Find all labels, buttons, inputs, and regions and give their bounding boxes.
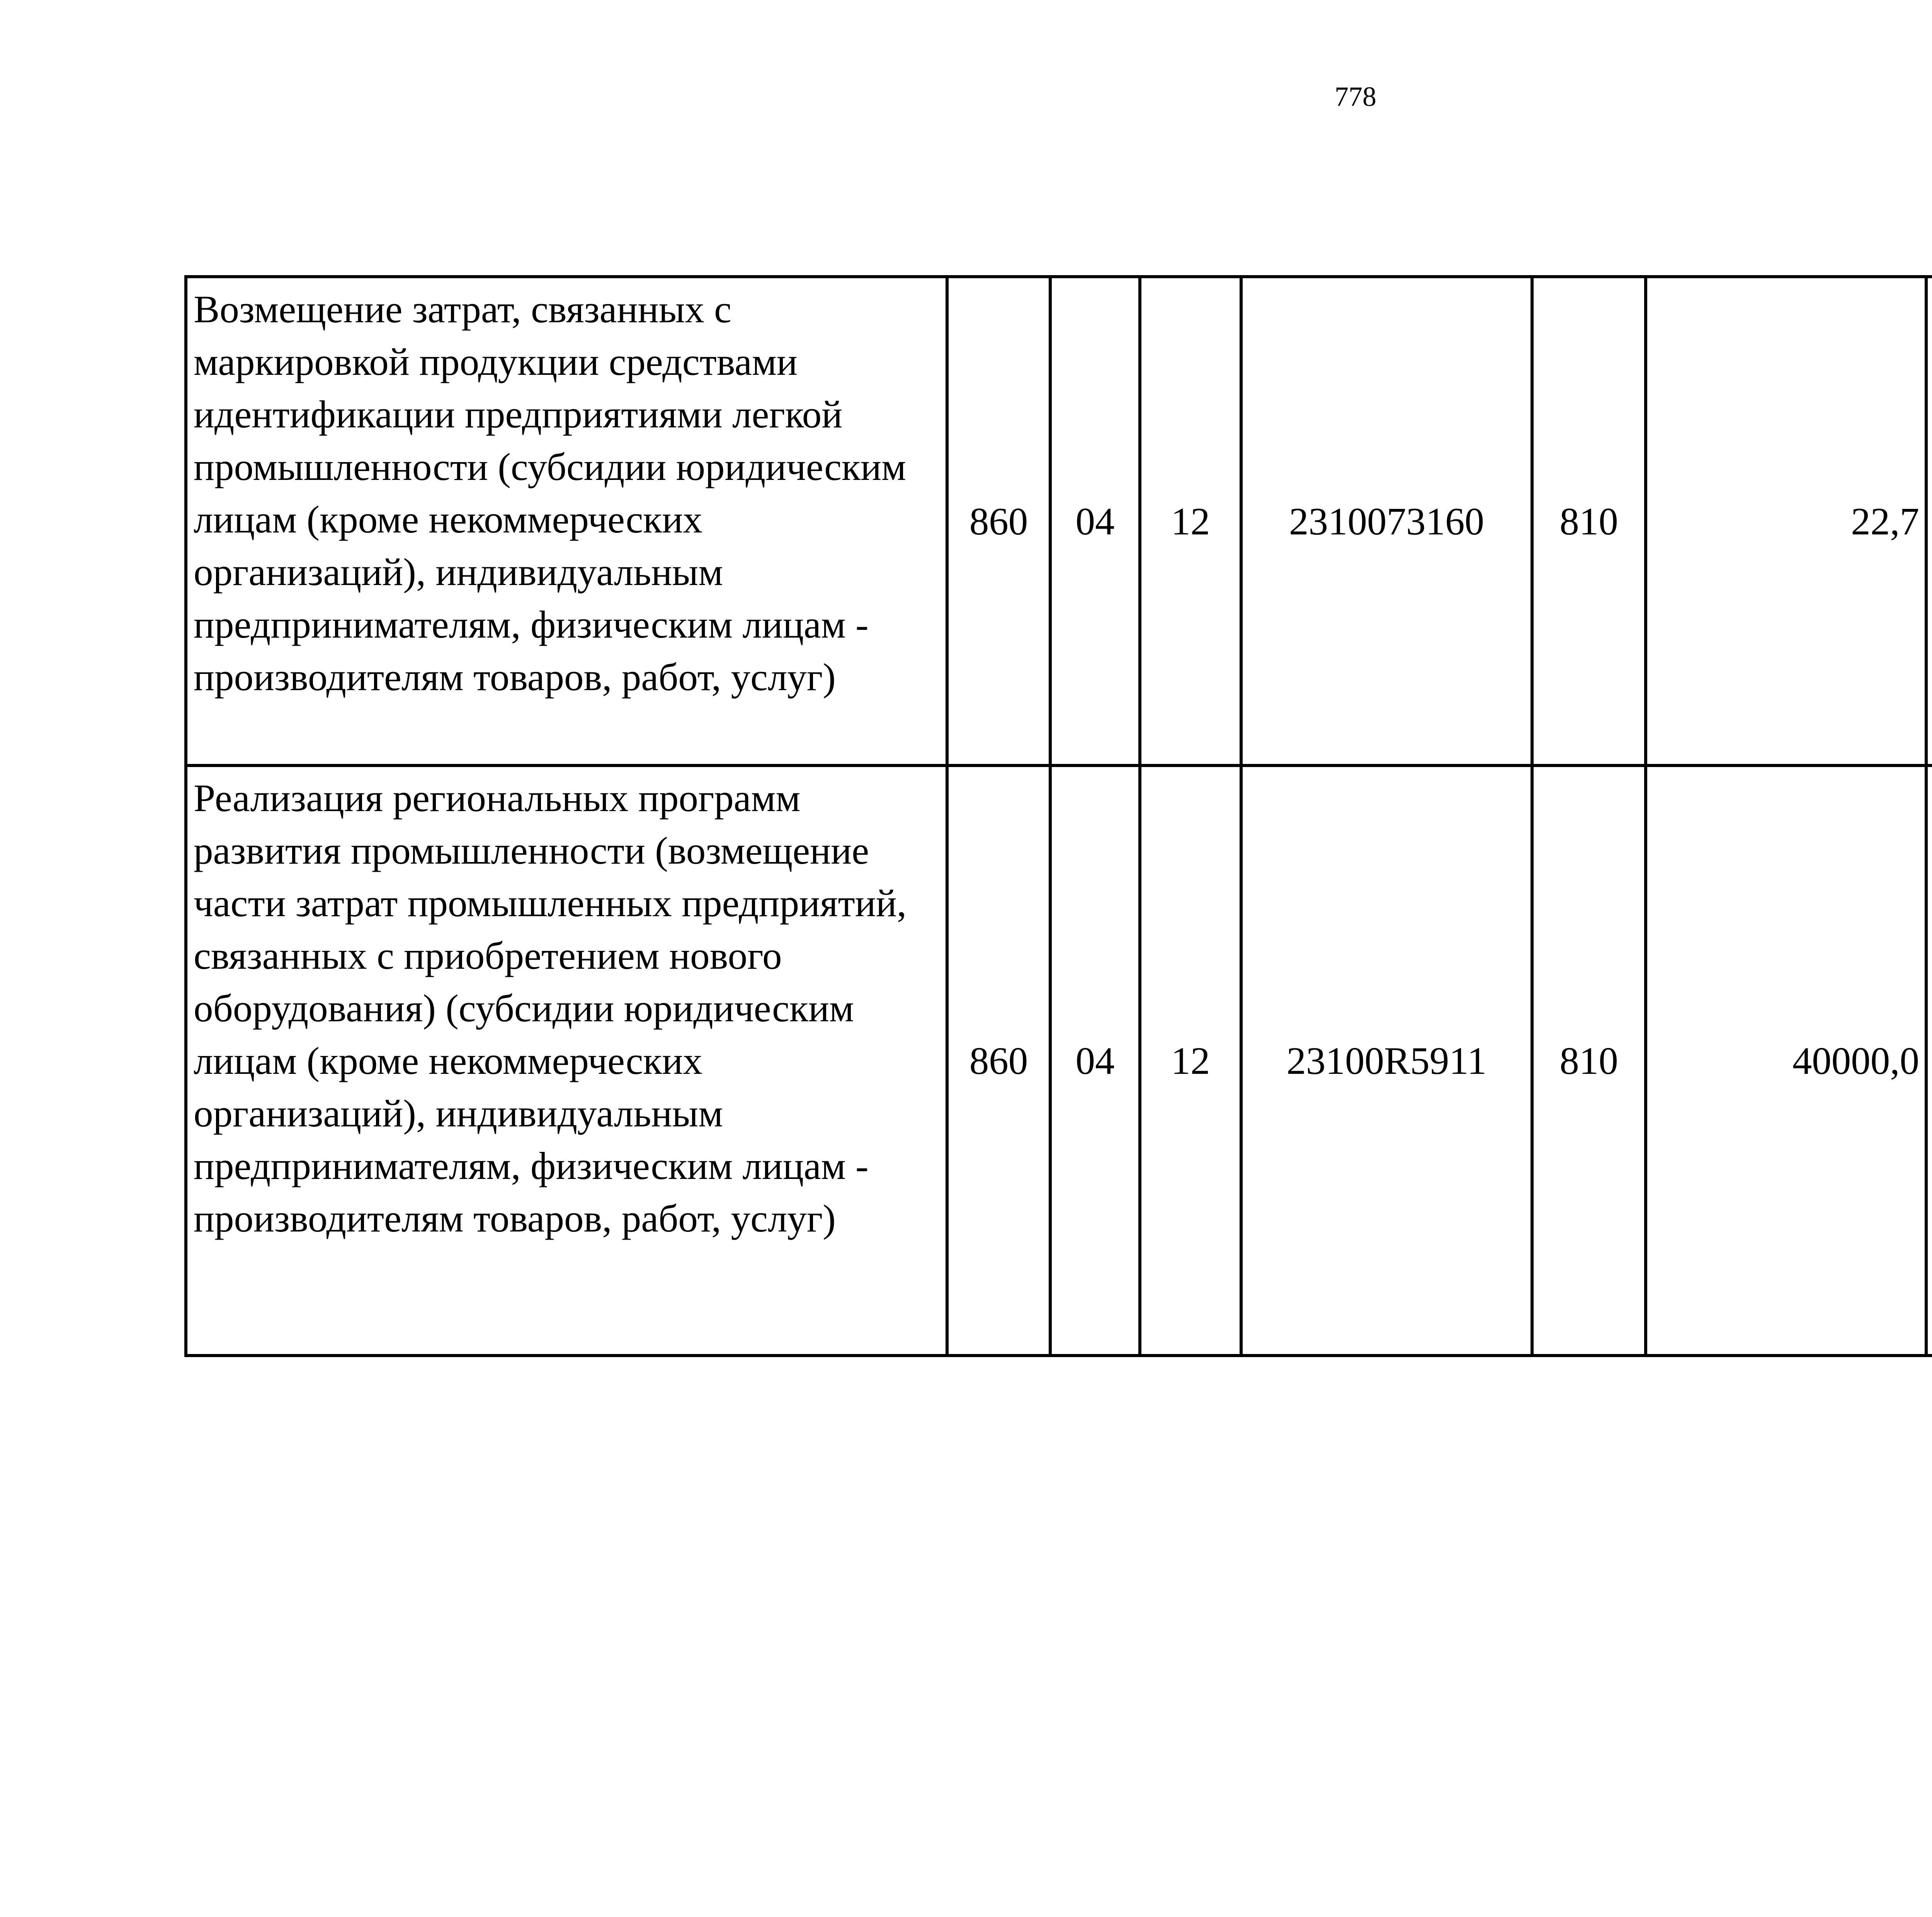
cell-subsection-code: 12 xyxy=(1140,765,1241,1356)
table-row xyxy=(186,277,1932,765)
page-number: 778 xyxy=(1335,81,1376,112)
cell-section-code: 04 xyxy=(1050,765,1140,1356)
table-row xyxy=(186,765,1932,1356)
budget-table xyxy=(184,275,1932,1357)
cell-amount: 22,7 xyxy=(1646,277,1926,765)
cell-target-article: 2310073160 xyxy=(1241,277,1532,765)
cell-expense-type: 810 xyxy=(1532,277,1646,765)
cell-target-article: 23100R5911 xyxy=(1241,765,1532,1356)
cell-ministry-code: 860 xyxy=(947,277,1050,765)
cell-section-code: 04 xyxy=(1050,277,1140,765)
cell-amount-2 xyxy=(1926,277,1932,765)
cell-expense-type: 810 xyxy=(1532,765,1646,1356)
cell-ministry-code: 860 xyxy=(947,765,1050,1356)
cell-amount-2 xyxy=(1926,765,1932,1356)
cell-description: Возмещение затрат, связанных с маркировкой продукции средствами идентификации предприятиями легкой промышленности (субсидии юридическим лицам (кроме некоммерческих организаций), индивидуальным предпринимателям, физическим лицам - производителям товаров, работ, услуг) xyxy=(186,277,947,765)
cell-description: Реализация региональных программ развития промышленности (возмещение части затрат промышленных предприятий, связанных с приобретением нового оборудования) (субсидии юридическим лицам (кроме некоммерческих организаций), индивидуальным предпринимателям, физическим лицам - производителям товаров, работ, услуг) xyxy=(186,765,947,1356)
cell-amount: 40000,0 xyxy=(1646,765,1926,1356)
cell-subsection-code: 12 xyxy=(1140,277,1241,765)
